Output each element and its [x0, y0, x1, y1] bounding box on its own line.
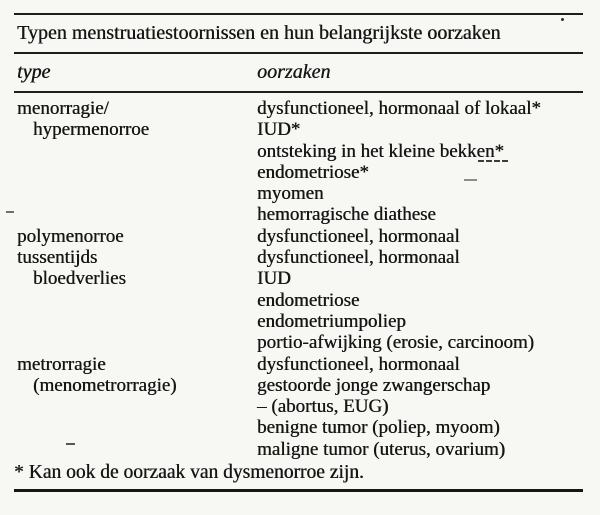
type-line: bloedverlies: [33, 268, 126, 290]
cause-line: ontsteking in het kleine bekken*: [257, 140, 504, 162]
type-line: hypermenorroe: [33, 119, 150, 141]
causes-cell: [257, 354, 583, 460]
cause-line: dysfunctioneel, hormonaal: [257, 225, 460, 247]
type-cell: [14, 247, 257, 353]
cause-line: dysfunctioneel, hormonaal: [257, 353, 460, 375]
type-line: tussentijds: [17, 247, 98, 269]
margin-dash-artifact: [6, 211, 14, 213]
cause-line: endometriumpoliep: [257, 310, 406, 332]
causes-cell: [257, 247, 583, 353]
table-footnote: * Kan ook de oorzaak van dysmenorroe zijn.: [14, 462, 364, 484]
type-cell: [14, 226, 257, 247]
column-header-oorzaken: oorzaken: [257, 61, 331, 83]
cause-line: myomen: [257, 183, 324, 205]
causes-cell: [257, 226, 583, 247]
type-line: polymenorroe: [17, 225, 124, 247]
type-line: metrorragie: [17, 353, 106, 375]
cause-line: hemorragische diathese: [257, 204, 436, 226]
cause-line: maligne tumor (uterus, ovarium): [257, 438, 505, 460]
table-bottom-rule: [14, 489, 583, 492]
table-menstruatiestoornissen: [14, 13, 583, 492]
cause-line: endometriose*: [257, 161, 369, 183]
table-title: Typen menstruatiestoornissen en hun belangrijkste oorzaken: [17, 22, 501, 44]
cause-line: – (abortus, EUG): [257, 396, 389, 418]
table-row-tussentijds-bloedverlies: [14, 247, 583, 353]
cause-line: IUD*: [257, 119, 301, 141]
cause-line: dysfunctioneel, hormonaal: [257, 247, 460, 269]
ink-dot-artifact: [561, 18, 564, 21]
column-header-row: [14, 54, 583, 91]
dash-smudge-artifact: [478, 160, 508, 162]
cause-line: portio-afwijking (erosie, carcinoom): [257, 332, 534, 354]
table-body: [14, 93, 583, 460]
type-cell: [14, 354, 257, 460]
type-cell: [14, 98, 257, 226]
column-header-type: type: [17, 61, 51, 83]
cause-line: endometriose: [257, 289, 360, 311]
table-row-metrorragie: [14, 354, 583, 460]
type-line: menorragie/: [17, 98, 109, 119]
left-column-dash-artifact: [66, 443, 75, 445]
cause-line: benigne tumor (poliep, myoom): [257, 417, 500, 439]
cause-line: dysfunctioneel, hormonaal of lokaal*: [257, 98, 541, 119]
cause-line: IUD: [257, 268, 291, 290]
type-line: (menometrorragie): [33, 374, 177, 396]
cause-line: gestoorde jonge zwangerschap: [257, 374, 491, 396]
faint-smudge-artifact: [464, 179, 477, 181]
causes-cell: [257, 98, 583, 226]
table-row-polymenorroe: [14, 226, 583, 247]
